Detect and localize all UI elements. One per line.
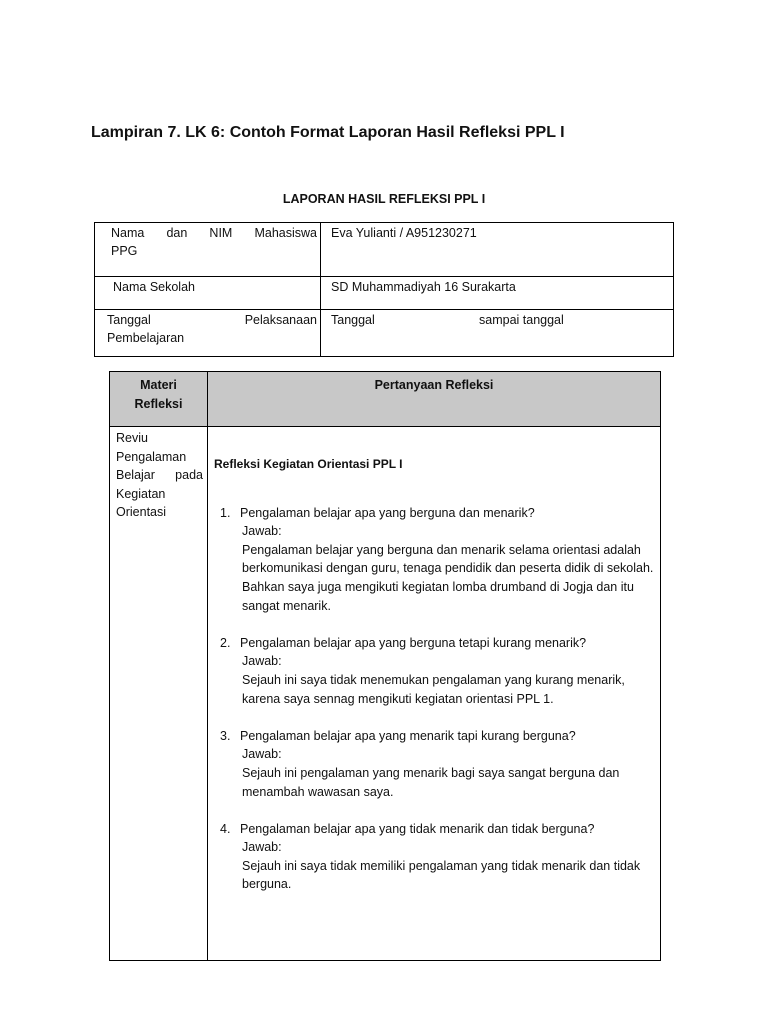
header-materi-line1: Materi (140, 378, 177, 392)
answer-text: Sejauh ini saya tidak memiliki pengalaman yang tidak menarik dan tidak berguna. (242, 858, 641, 892)
material-line: Reviu (116, 431, 148, 445)
question-number: 3. (220, 728, 231, 743)
question-item (214, 504, 656, 616)
date-value (321, 310, 674, 357)
answer-text: Sejauh ini pengalaman yang menarik bagi saya sangat berguna dan menambah wawasan saya. (242, 765, 620, 799)
answer-label: Jawab: (242, 840, 282, 855)
info-row-date (95, 310, 674, 357)
school-value: SD Muhammadiyah 16 Surakarta (321, 277, 674, 310)
material-line: Orientasi (116, 505, 167, 520)
answer-label: Jawab: (242, 524, 282, 539)
info-table (94, 222, 674, 357)
question-item (214, 820, 656, 894)
report-title: LAPORAN HASIL REFLEKSI PPL I (282, 192, 486, 206)
header-materi (110, 372, 208, 427)
date-label-line2: Pembelajaran (107, 331, 185, 345)
school-label: Nama Sekolah (95, 277, 321, 310)
answer-text: Pengalaman belajar yang berguna dan menarik selama orientasi adalah berkomunikasi dengan guru, tenaga pendidik dan peserta didik di sekolah. Bahkan saya juga mengikuti kegiatan lomba drumband di Jogja dan itu sangat menarik. (242, 542, 654, 613)
reflection-body-row (110, 427, 661, 961)
page-heading: Lampiran 7. LK 6: Contoh Format Laporan Hasil Refleksi PPL I (91, 124, 565, 141)
question-number: 1. (220, 505, 231, 520)
material-cell (110, 427, 208, 961)
question-text: Pengalaman belajar apa yang menarik tapi kurang berguna? (240, 728, 576, 743)
header-pertanyaan: Pertanyaan Refleksi (208, 372, 661, 427)
questions-cell (208, 427, 661, 961)
info-row-name (95, 223, 674, 277)
info-row-school (95, 277, 674, 310)
question-text: Pengalaman belajar apa yang berguna tetapi kurang menarik? (240, 635, 587, 650)
material-line: Pengalaman (116, 449, 187, 464)
question-text: Pengalaman belajar apa yang berguna dan menarik? (240, 505, 535, 520)
answer-label: Jawab: (242, 747, 282, 762)
answer-text: Sejauh ini saya tidak menemukan pengalaman yang kurang menarik, karena saya sennag mengikuti kegiatan orientasi PPL 1. (242, 672, 625, 706)
reflection-table (109, 371, 661, 961)
name-label-line2: PPG (111, 244, 138, 258)
reflection-header-row (110, 372, 661, 427)
question-item (214, 634, 656, 708)
date-label (95, 310, 321, 357)
question-number: 4. (220, 821, 231, 836)
date-value-start: Tanggal (331, 313, 375, 327)
name-label (95, 223, 321, 277)
question-item (214, 727, 656, 801)
material-line: Kegiatan (116, 486, 166, 501)
name-value: Eva Yulianti / A951230271 (321, 223, 674, 277)
material-line: Belajar pada (116, 468, 203, 483)
question-list (214, 504, 656, 894)
question-number: 2. (220, 635, 231, 650)
name-label-line1: Nama dan NIM Mahasiswa (111, 226, 317, 240)
question-text: Pengalaman belajar apa yang tidak menarik dan tidak berguna? (240, 821, 595, 836)
date-value-end: sampai tanggal (479, 313, 564, 327)
section-title: Refleksi Kegiatan Orientasi PPL I (214, 457, 403, 471)
header-materi-line2: Refleksi (134, 396, 183, 411)
date-label-line1: Tanggal Pelaksanaan (107, 313, 317, 327)
answer-label: Jawab: (242, 654, 282, 669)
